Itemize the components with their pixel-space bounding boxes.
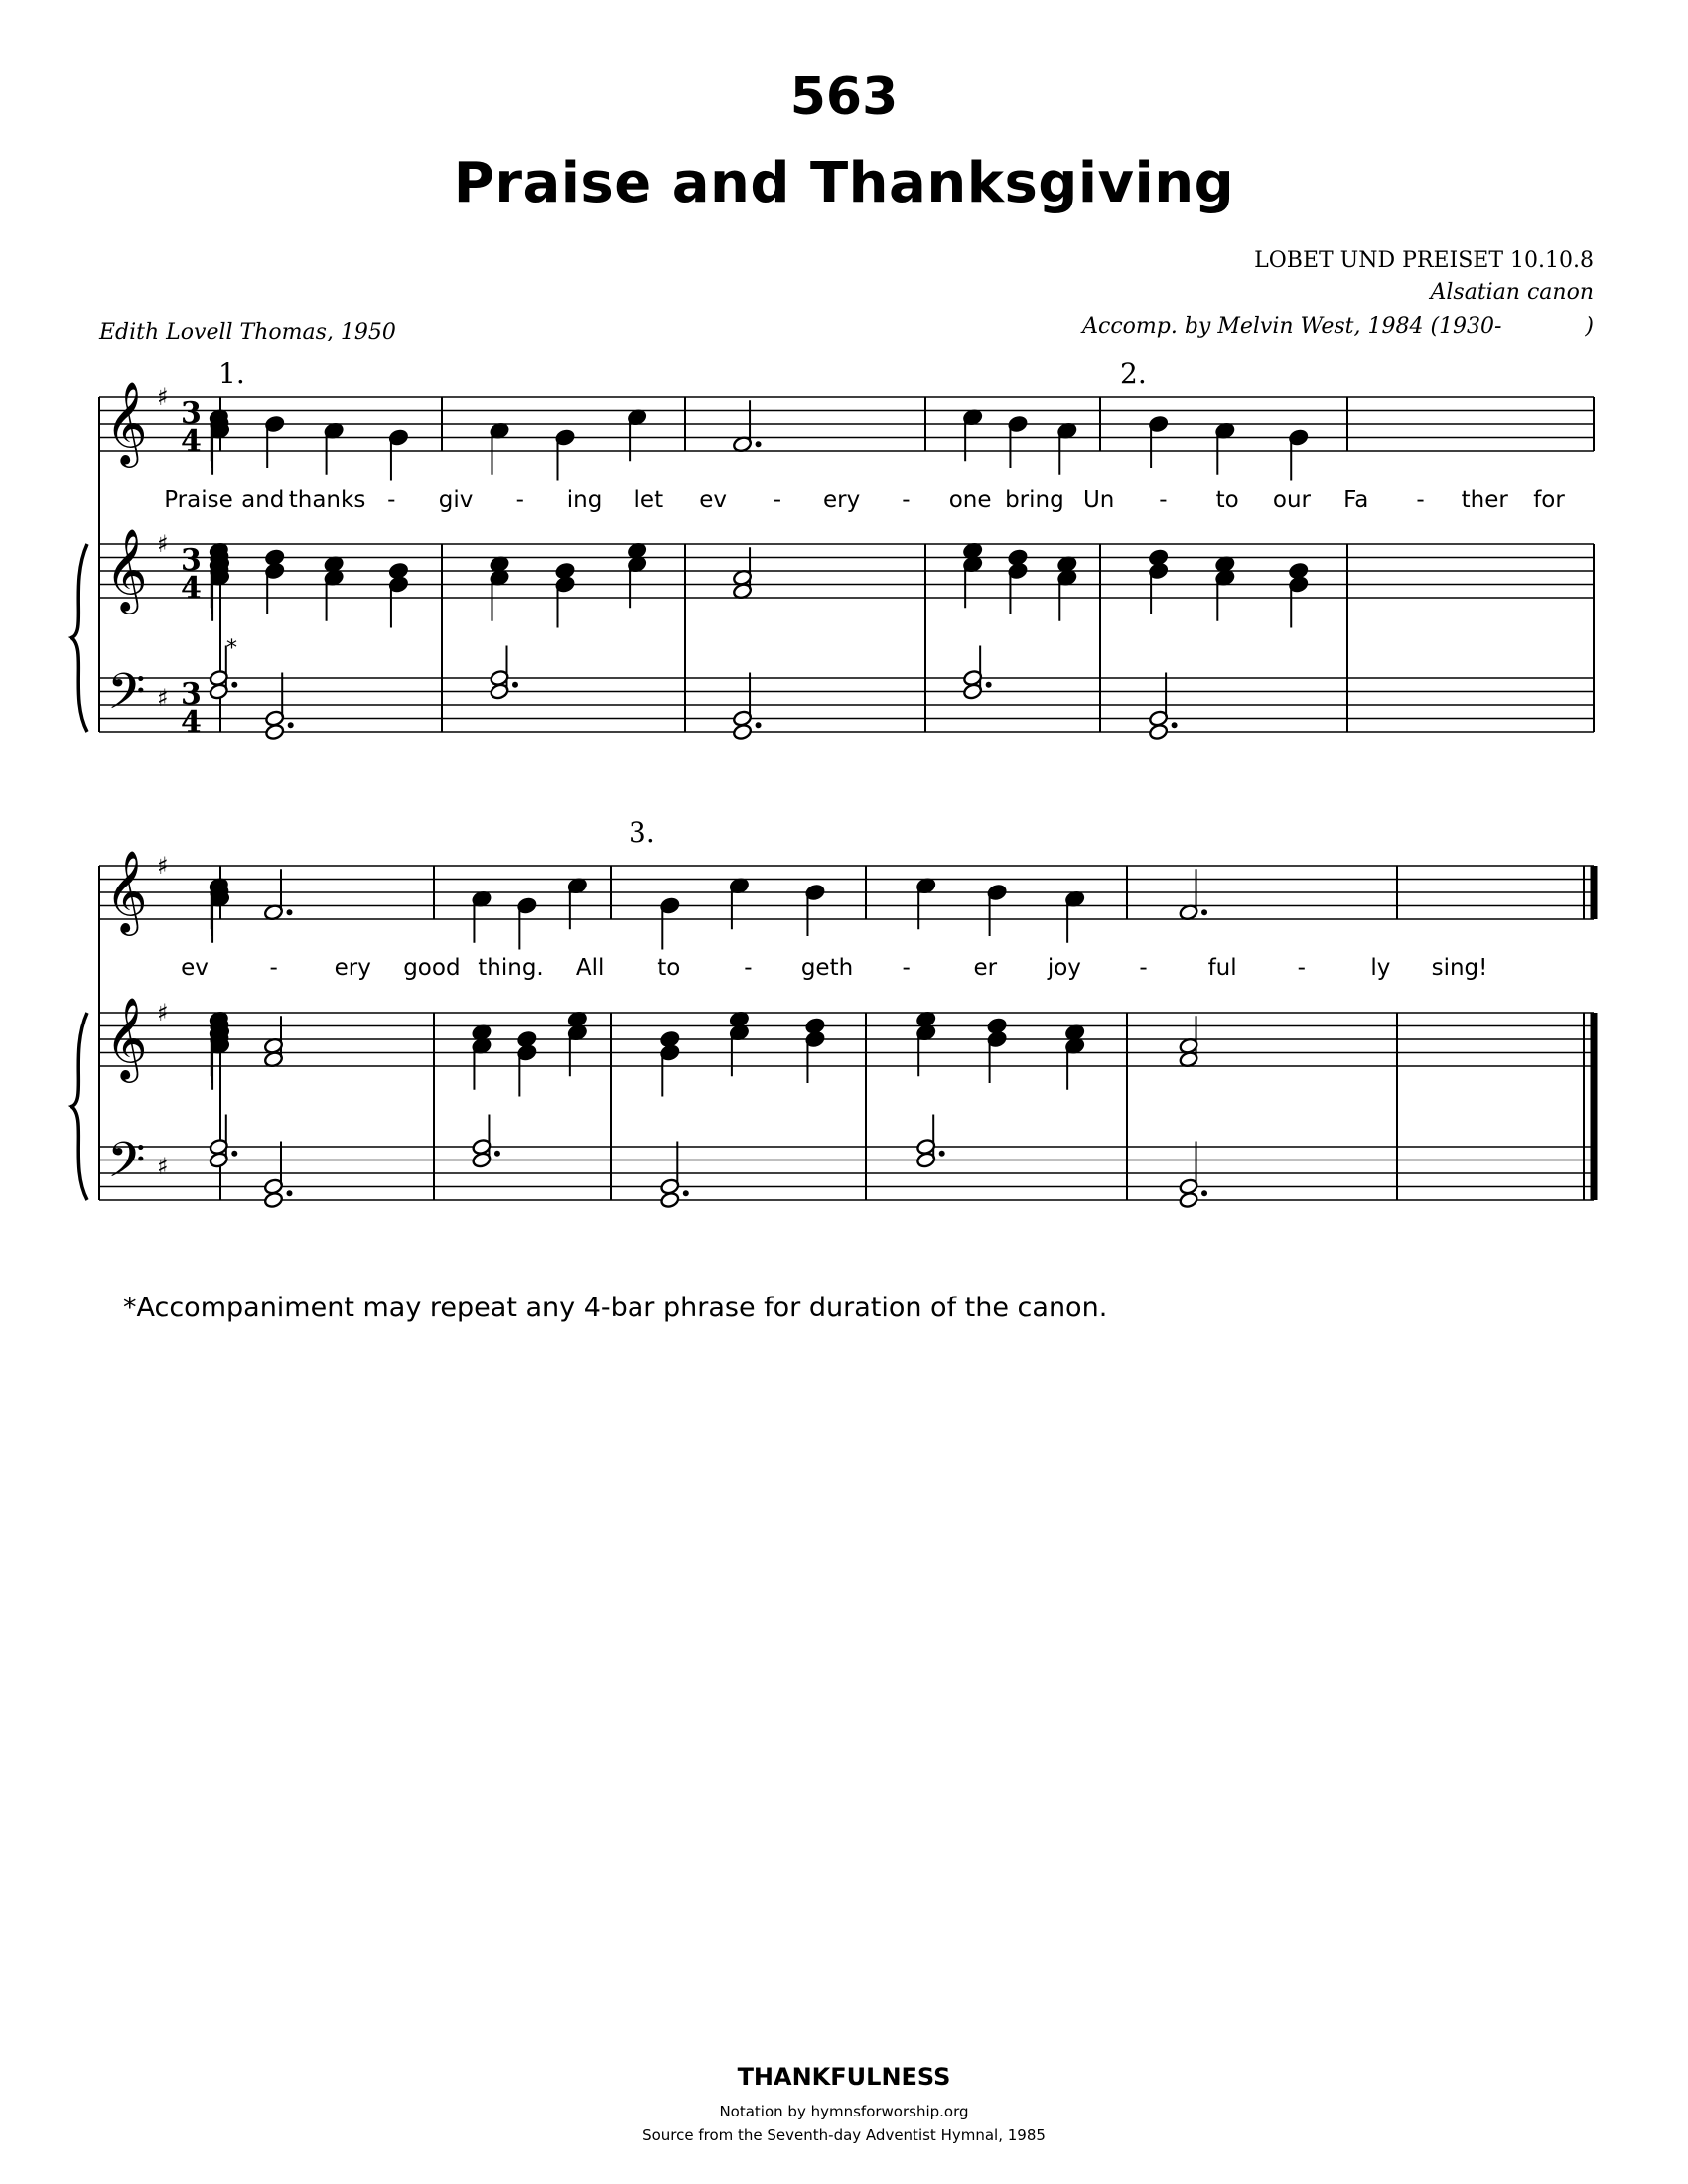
lyric-syllable: to	[657, 955, 681, 981]
lyric-syllable: let	[633, 487, 664, 513]
lyric-syllable: Un	[1082, 487, 1115, 513]
lyric-syllable: Fa	[1343, 487, 1369, 513]
time-signature-top: 3	[181, 396, 202, 431]
lyric-syllable: sing!	[1431, 955, 1488, 981]
notehead	[732, 723, 752, 740]
augmentation-dot	[986, 682, 992, 688]
lyric-syllable: -	[744, 955, 753, 981]
score-layer	[71, 357, 1594, 1209]
lyric-syllable: Praise	[164, 487, 233, 513]
lyric-syllable: er	[973, 955, 998, 981]
lyric-syllable: geth	[800, 955, 854, 981]
lyric-syllable: -	[387, 487, 396, 513]
asterisk-marker: *	[226, 636, 237, 661]
lyric-syllable: for	[1533, 487, 1565, 513]
lyric-syllable: -	[269, 955, 278, 981]
hymn-number: 563	[789, 68, 899, 127]
lyric-syllable: ful	[1207, 955, 1237, 981]
time-signature-bottom: 4	[181, 705, 202, 740]
augmentation-dot	[1172, 722, 1178, 728]
sharp-sign: ♯	[157, 684, 169, 712]
lyric-syllable: -	[515, 487, 524, 513]
notehead	[805, 1018, 825, 1034]
lyric-syllable: All	[575, 955, 605, 981]
augmentation-dot	[231, 1151, 237, 1157]
augmentation-dot	[512, 682, 518, 688]
lyric-syllable: one	[948, 487, 992, 513]
notehead	[987, 1018, 1007, 1034]
lyric-syllable: ing	[566, 487, 603, 513]
sharp-sign: ♯	[157, 852, 169, 880]
lyric-syllable: ther	[1461, 487, 1508, 513]
lyric-syllable: giv	[438, 487, 474, 513]
treble-clef: 𝄞	[105, 849, 148, 932]
lyric-syllable: -	[902, 487, 911, 513]
notehead	[1179, 1191, 1198, 1208]
notehead	[660, 1030, 680, 1047]
notehead	[660, 1191, 680, 1208]
tune-name: LOBET UND PREISET 10.10.8	[1254, 248, 1594, 273]
lyric-syllable: to	[1215, 487, 1239, 513]
time-signature-top: 3	[181, 677, 202, 712]
treble-clef: 𝄞	[105, 380, 148, 464]
lyric-syllable: -	[902, 955, 911, 981]
notehead	[263, 1191, 283, 1208]
bass-clef: 𝄢	[107, 1132, 146, 1201]
lyric-syllable: and	[241, 487, 285, 513]
lyric-syllable: -	[1159, 487, 1168, 513]
time-signature-bottom: 4	[181, 571, 202, 606]
sharp-sign: ♯	[157, 530, 169, 558]
augmentation-dot	[494, 1151, 500, 1157]
hymn-title: Praise and Thanksgiving	[453, 151, 1235, 215]
lyric-syllable: ev	[699, 487, 727, 513]
lyric-syllable: ery	[334, 955, 371, 981]
lyric-syllable: -	[1297, 955, 1306, 981]
augmentation-dot	[287, 909, 293, 915]
notehead	[1148, 549, 1168, 566]
lyric-syllable: -	[1416, 487, 1425, 513]
lyric-syllable: ly	[1370, 955, 1391, 981]
author-credit: Edith Lovell Thomas, 1950	[99, 320, 396, 344]
treble-clef: 𝄞	[105, 527, 148, 611]
bass-clef: 𝄢	[107, 663, 146, 733]
lyric-syllable: -	[773, 487, 782, 513]
lyric-syllable: joy	[1047, 955, 1081, 981]
canon-entry-marker: 3.	[629, 816, 655, 849]
augmentation-dot	[287, 1190, 293, 1196]
notehead	[265, 723, 285, 740]
notehead	[517, 1030, 537, 1047]
notehead	[555, 562, 575, 579]
piano-brace	[71, 1013, 87, 1200]
augmentation-dot	[1201, 1190, 1207, 1196]
tune-source: Alsatian canon	[1430, 280, 1594, 305]
lyric-syllable: ev	[181, 955, 209, 981]
canon-entry-marker: 1.	[218, 357, 245, 390]
notehead	[1008, 549, 1028, 566]
notehead	[265, 549, 285, 566]
footer-notation: Notation by hymnsforworship.org	[719, 2103, 969, 2120]
canon-entry-marker: 2.	[1120, 357, 1147, 390]
augmentation-dot	[683, 1190, 689, 1196]
footer-source: Source from the Seventh-day Adventist Hymnal, 1985	[642, 2126, 1046, 2144]
augmentation-dot	[1201, 909, 1207, 915]
augmentation-dot	[231, 682, 237, 688]
notehead	[388, 562, 408, 579]
lyric-syllable: thing.	[478, 955, 544, 981]
lyric-syllable: our	[1272, 487, 1312, 513]
sharp-sign: ♯	[157, 1153, 169, 1180]
time-signature-top: 3	[181, 543, 202, 578]
lyric-syllable: -	[1139, 955, 1148, 981]
lyric-syllable: thanks	[288, 487, 366, 513]
footer-category: THANKFULNESS	[737, 2063, 951, 2091]
augmentation-dot	[288, 722, 294, 728]
time-signature-bottom: 4	[181, 424, 202, 459]
augmentation-dot	[756, 722, 762, 728]
lyric-syllable: good	[403, 955, 461, 981]
footnote: *Accompaniment may repeat any 4-bar phrase for duration of the canon.	[123, 1293, 1108, 1323]
accompaniment-credit: Accomp. by Melvin West, 1984 (1930- )	[1082, 314, 1594, 339]
lyric-syllable: ery	[823, 487, 861, 513]
piano-brace	[71, 544, 87, 732]
notehead	[1289, 562, 1309, 579]
notehead	[1148, 723, 1168, 740]
lyric-syllable: bring	[1005, 487, 1064, 513]
sharp-sign: ♯	[157, 999, 169, 1026]
augmentation-dot	[756, 441, 762, 447]
sharp-sign: ♯	[157, 383, 169, 411]
treble-clef: 𝄞	[105, 996, 148, 1079]
augmentation-dot	[939, 1151, 945, 1157]
